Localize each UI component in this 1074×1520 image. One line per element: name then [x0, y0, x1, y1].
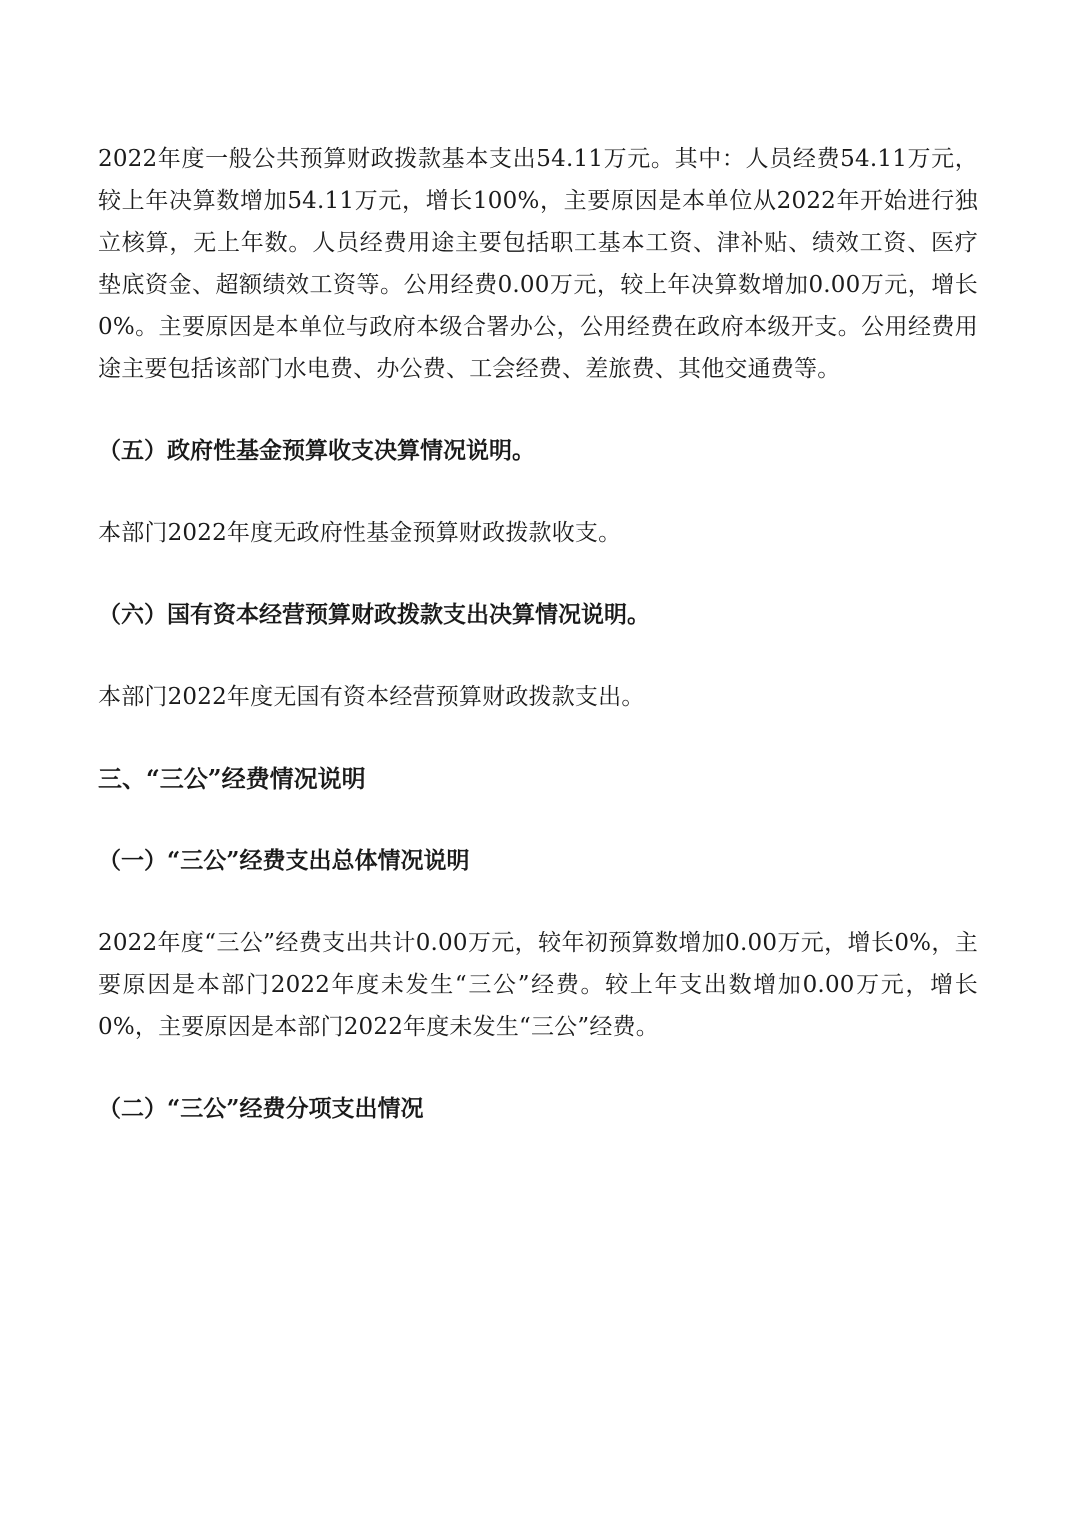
paragraph-basic-expenditure: 2022年度一般公共预算财政拨款基本支出54.11万元。其中：人员经费54.11万元，较上年决算数增加54.11万元，增长100%，主要原因是本单位从2022年开始进行独立核算，无上年数。人员经费用途主要包括职工基本工资、津补贴、绩效工资、医疗垫底资金、超额绩效工资等。公用经费0.00万元，较上年决算数增加0.00万元，增长0%。主要原因是本单位与政府本级合署办公，公用经费在政府本级开支。公用经费用途主要包括该部门水电费、办公费、工会经费、差旅费、其他交通费等。 — [98, 146, 978, 382]
section-title-three-public: 三、“三公”经费情况说明 — [98, 764, 366, 793]
document-body — [98, 138, 978, 1130]
heading-three-public-overall: （一）“三公”经费支出总体情况说明 — [98, 847, 470, 874]
heading-state-capital: （六）国有资本经营预算财政拨款支出决算情况说明。 — [98, 601, 650, 628]
paragraph-three-public-overall: 2022年度“三公”经费支出共计0.00万元，较年初预算数增加0.00万元，增长0%，主要原因是本部门2022年度未发生“三公”经费。较上年支出数增加0.00万元，增长0%，主要原因是本部门2022年度未发生“三公”经费。 — [98, 930, 978, 1040]
heading-three-public-itemized: （二）“三公”经费分项支出情况 — [98, 1095, 424, 1122]
heading-government-fund: （五）政府性基金预算收支决算情况说明。 — [98, 437, 535, 464]
paragraph-state-capital: 本部门2022年度无国有资本经营预算财政拨款支出。 — [98, 684, 645, 710]
paragraph-government-fund: 本部门2022年度无政府性基金预算财政拨款收支。 — [98, 520, 622, 546]
